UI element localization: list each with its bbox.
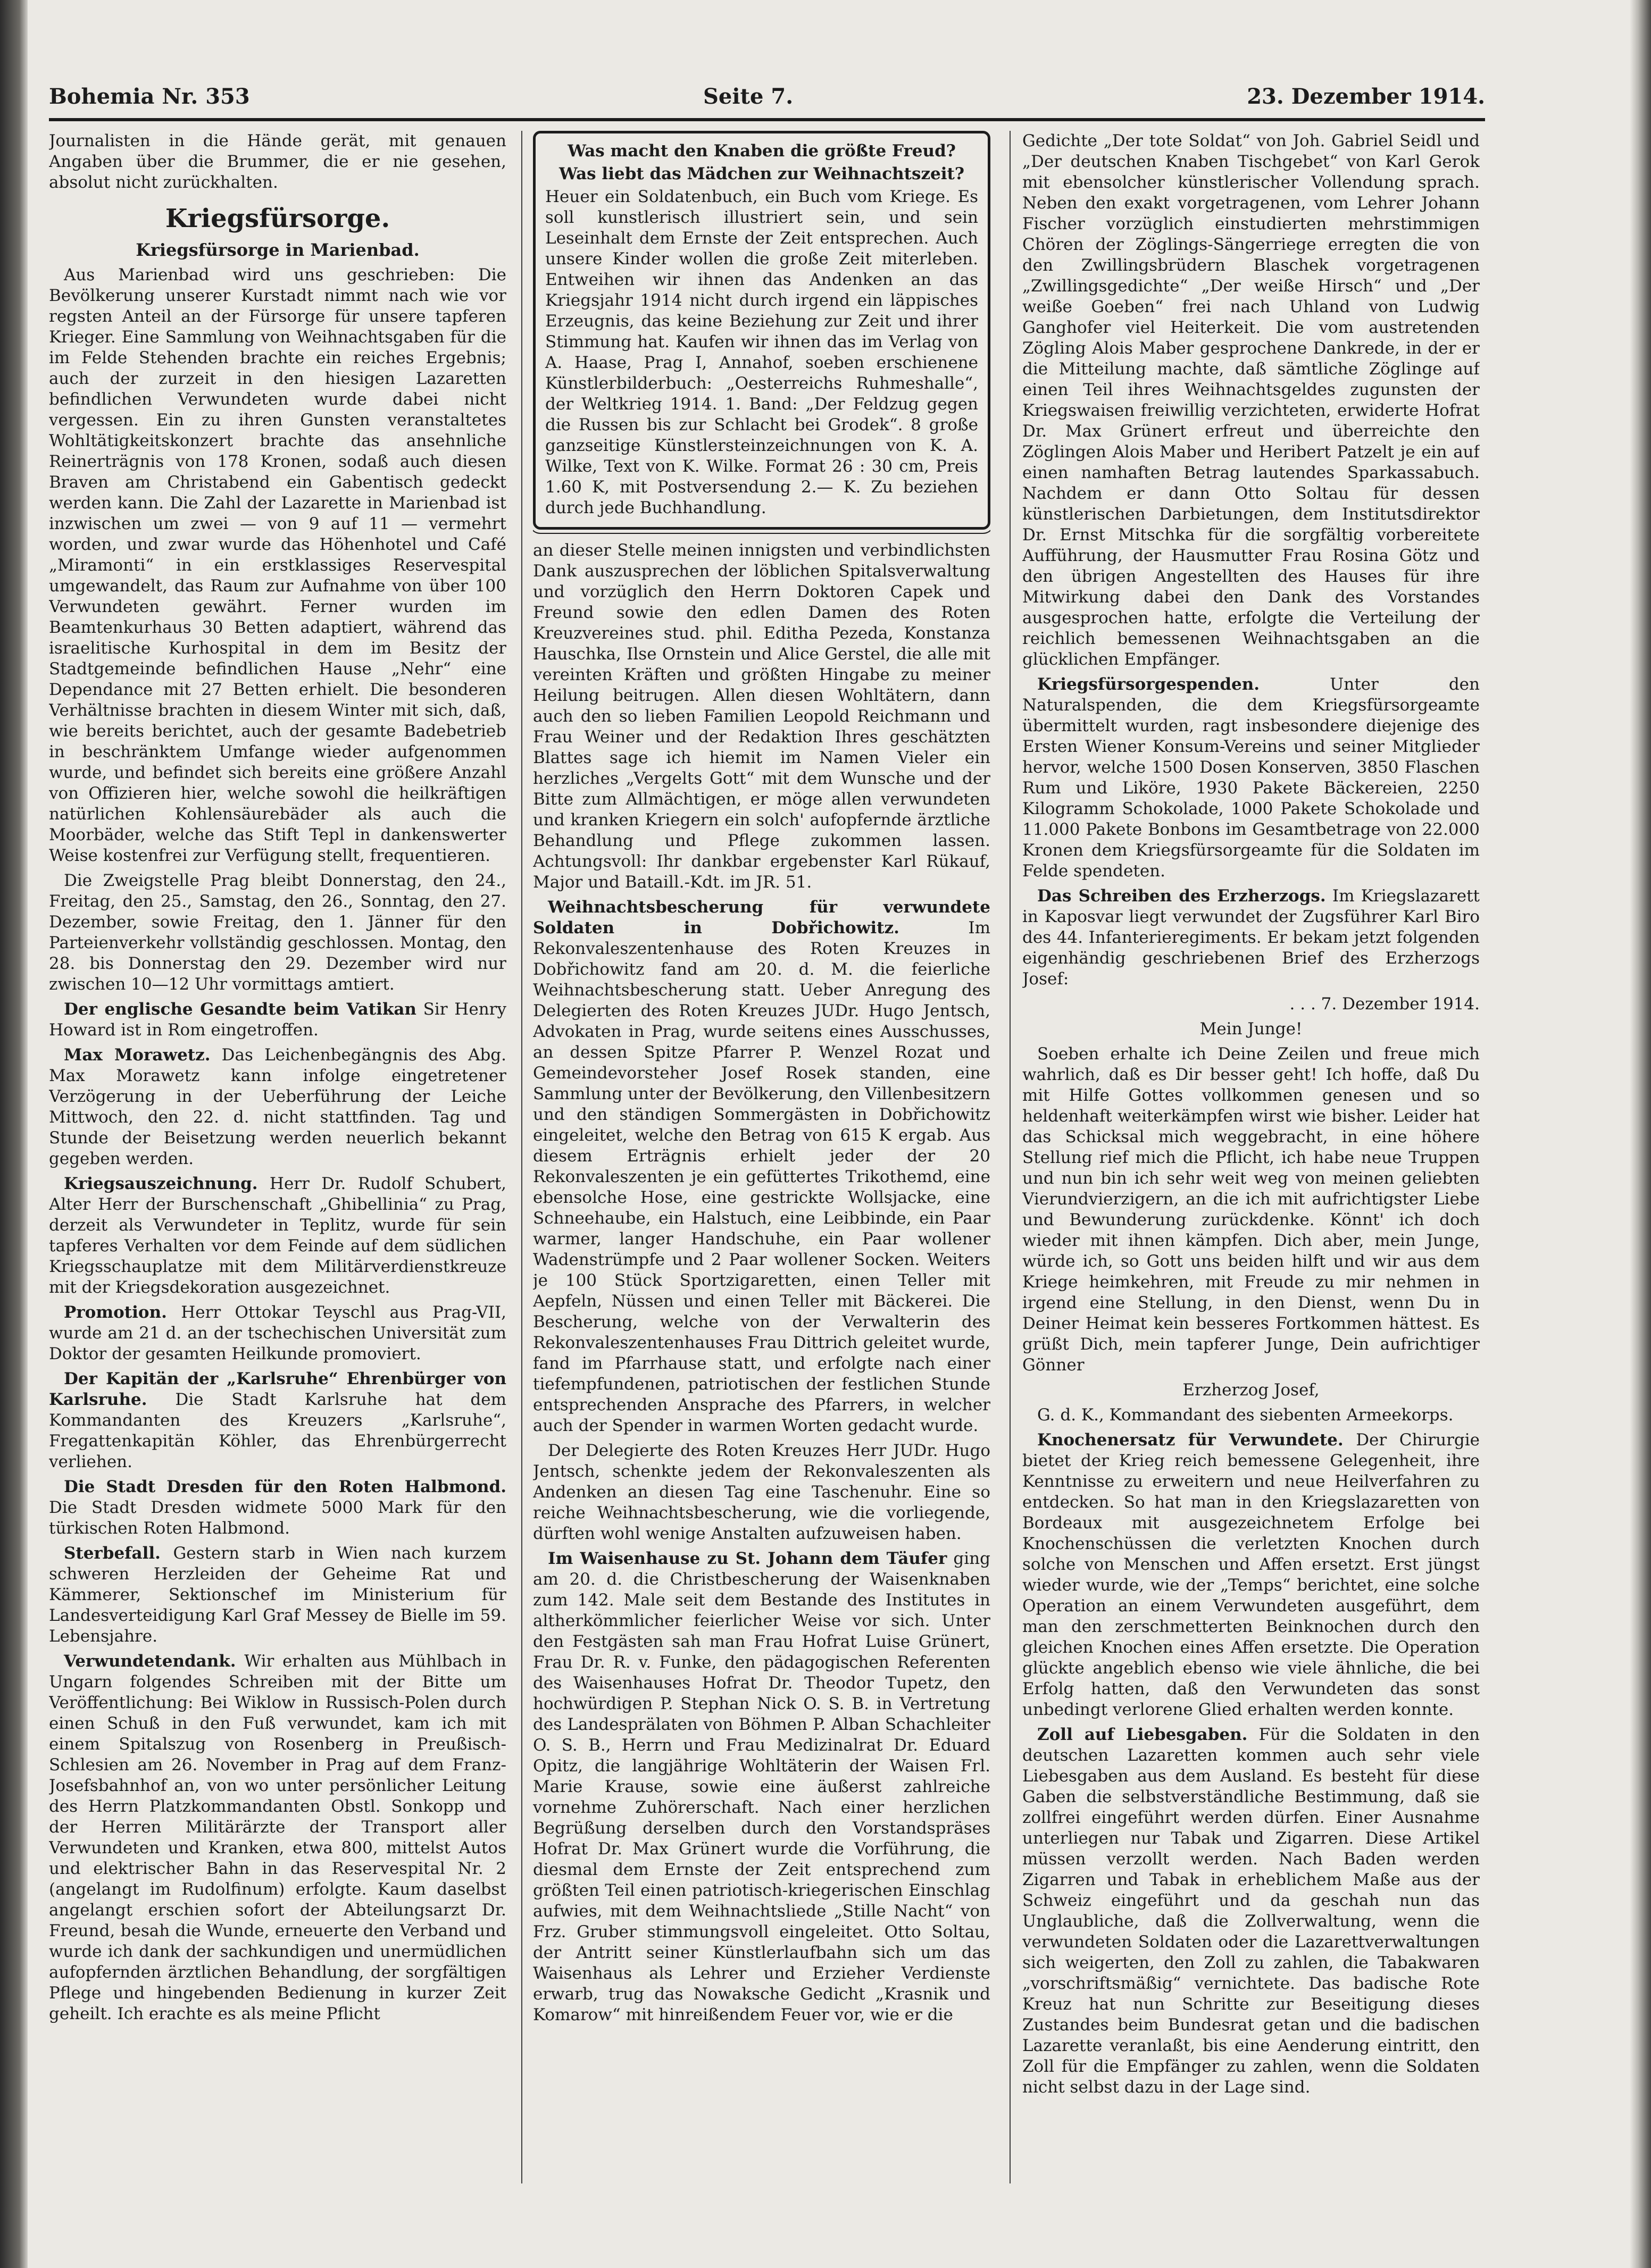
article-body: Im Kriegslazarett in Kaposvar liegt verwundet der Zugsführer Karl Biro des 44. Infanterieregiments. Er bekam jetzt folgenden eigenhändig geschriebenen Brief des Erzherzogs Josef: — [1022, 886, 1480, 989]
page-number: Seite 7. — [703, 84, 794, 109]
article-lead: Das Schreiben des Erzherzogs. — [1037, 886, 1326, 906]
column-rule-1 — [521, 131, 522, 2183]
article-lead: Zoll auf Liebesgaben. — [1037, 1725, 1248, 1744]
article-lead: Kriegsfürsorgespenden. — [1037, 675, 1260, 694]
letter-signature: Erzherzog Josef, — [1182, 1380, 1320, 1400]
scan-edge-left — [0, 0, 28, 2268]
letter-date: . . . 7. Dezember 1914. — [1289, 994, 1480, 1014]
article-lead: Die Stadt Dresden für den Roten Halbmond. — [64, 1477, 506, 1496]
article-thanks-continued: an dieser Stelle meinen innigsten und verbindlichsten Dank auszusprechen der löblichen Spitalsverwaltung und vorzüglich den Herrn Doktoren Capek und Freund sowie den edlen Damen des Roten Kreuzvereines stud. phil. Editha Pezeda, Konstanza Hauschka, Ilse Ornstein und Alice Gerstel, die alle mit vereinten Kräften und größten Hingabe zu meiner Heilung beitrugen. Allen diesen Wohltätern, dann auch den so lieben Familien Leopold Reichmann und Frau Weiner und der Redaktion Ihres geschätzten Blattes sage ich hiemit im Namen Vieler ein herzliches „Vergelts Gott“ mit dem Wunsche und der Bitte zum Allmächtigen, er möge allen verwundeten und kranken Kriegern ein solch' aufopfernde ärztliche Behandlung und Pflege zukommen lassen. Achtungsvoll: Ihr dankbar ergebenster Karl Rükauf, Major und Bataill.-Kdt. im JR. 51. — [533, 541, 990, 892]
article-body: Wir erhalten aus Mühlbach in Ungarn folgendes Schreiben mit der Bitte um Veröffentlichung: Bei Wiklow in Russisch-Polen durch einen Schuß in den Fuß verwundet, kam ich mit einem Spitalszug von Rosenberg in Preußisch-Schlesien am 26. November in Prag auf dem Franz-Josefsbahnhof an, von wo unter persönlicher Leitung des Herrn Platzkommandanten Obstl. Sonkopp und der Herren Militärärzte der Transport aller Verwundeten und Kranken, etwa 800, mittelst Autos und elektrischer Bahn in das Reservespital Nr. 2 (angelangt im Rudolfinum) erfolgte. Kaum daselbst angelangt erschien sofort der Abteilungsarzt Dr. Freund, besah die Wunde, erneuerte den Verband und wurde ich dank der sachkundigen und unermüdlichen aufopfernden ärztlichen Behandlung, der sorgfältigen Pflege und hingebenden Bedienung in kurzer Zeit geheilt. Ich erachte es als meine Pflicht — [49, 1652, 506, 2023]
article-ambassador — [49, 999, 506, 1041]
article-body: Gestern starb in Wien nach kurzem schweren Herzleiden der Geheime Rat und Kämmerer, Sektionschef im Ministerium für Landesverteidigung Karl Graf Messey de Bielle im 59. Lebensjahre. — [49, 1544, 506, 1646]
article-lead: Max Morawetz. — [64, 1045, 211, 1065]
article-body: Die Stadt Dresden widmete 5000 Mark für den türkischen Roten Halbmond. — [49, 1498, 506, 1538]
article-body: Die Stadt Karlsruhe hat dem Kommandanten des Kreuzers „Karlsruhe“, Fregattenkapitän Köhler, das Ehrenbürgerrecht verliehen. — [49, 1390, 506, 1471]
scan-edge-right — [1630, 0, 1651, 2268]
page-header — [49, 80, 1485, 121]
article-body: Herr Dr. Rudolf Schubert, Alter Herr der Burschenschaft „Ghibellinia“ zu Prag, derzeit als Verwundeter in Teplitz, wurde für sein tapferes Verhalten vor dem Feinde auf dem südlichen Kriegsschauplatze mit dem Militärverdienstkreuze mit der Kriegsdekoration ausgezeichnet. — [49, 1174, 506, 1297]
notice-office-hours: Die Zweigstelle Prag bleibt Donnerstag, den 24., Freitag, den 25., Samstag, den 26., Sonntag, den 27. Dezember, sowie Freitag, den 1. Jänner für den Parteienverkehr vollständig geschlossen. Montag, den 28. bis Donnerstag den 29. Dezember wird nur zwischen 10—12 Uhr vormittags amtiert. — [49, 871, 506, 994]
article-body: Im Rekonvaleszentenhause des Roten Kreuzes in Dobřichowitz fand am 20. d. M. die feierliche Weihnachtsbescherung statt. Ueber Anregung des Delegierten des Roten Kreuzes JUDr. Hugo Jentsch, Advokaten in Prag, wurde seitens eines Ausschusses, an dessen Spitze Pfarrer P. Wenzel Rozat und Gemeindevorsteher Josef Rosek standen, eine Sammlung unter der Bevölkerung, den Villenbesitzern und den ständigen Sommergästen in Dobřichowitz eingeleitet, welche den Betrag von 615 K ergab. Aus diesem Erträgnis erhielt jeder der 20 Rekonvaleszenten je ein gefüttertes Trikothemd, eine ebensolche Hose, eine gestrickte Wollsjacke, eine Schneehaube, ein Halstuch, eine Leibbinde, ein Paar warmer, langer Handschuhe, ein Paar wollener Wadenstrümpfe und 2 Paar wollener Socken. Weiters je 100 Stück Sportzigaretten, einen Teller mit Aepfeln, Nüssen und einen Teller mit Bäckerei. Die Bescherung, welche von der Verwalterin des Rekonvaleszentenhauses Frau Dittrich geleitet wurde, fand im Pfarrhause statt, und erfolgte nach einer tiefempfundenen, patriotischen der festlichen Stunde entsprechenden Ansprache des Pfarrers, in welcher auch der Spender in warmen Worten gedacht wurde. — [533, 918, 990, 1435]
column-1 — [49, 131, 506, 2183]
letter-salutation: Mein Junge! — [1199, 1019, 1303, 1039]
article-archduke-letter — [1022, 886, 1480, 990]
letter-body: Soeben erhalte ich Deine Zeilen und freue mich wahrlich, daß es Dir besser geht! Ich hoffe, daß Du mit Hilfe Gottes vollkommen genesen und so heldenhaft weiterkämpfen wirst wie bisher. Leider hat das Schicksal mich weggebracht, in eine höhere Stellung rief mich die Pflicht, ich habe neue Truppen und nun bin ich sehr weit weg von meinen geliebten Vierundvierzigern, an die ich mit aufrichtigster Liebe und Bewunderung zurückdenke. Könnt' ich doch wieder mit ihnen kämpfen. Dich aber, mein Junge, würde ich, so Gott uns beiden hilft und wir aus dem Kriege heimkehren, mit Freude zu mir nehmen in irgend eine Stellung, in den Dienst, wenn Du in Deiner Heimat kein besseres Fortkommen hättest. Es grüßt Dich, mein tapferer Junge, Dein aufrichtiger Gönner — [1022, 1044, 1480, 1375]
article-body: Der Chirurgie bietet der Krieg reich bemessene Gelegenheit, ihre Kenntnisse zu erweitern und neue Heilverfahren zu entdecken. So hat man in den Kriegslazaretten von Bordeaux mit ausgezeichnetem Erfolge bei Knochenschüssen die verletzten Knochen durch solche von Menschen und Affen ersetzt. Erst jüngst wieder wurde, wie der „Temps“ berichtet, eine solche Operation an einem Verwundeten ausgeführt, dem man den zerschmetterten Beinknochen durch den gleichen Knochen eines Affen ersetzte. Die Operation glückte angeblich ebenso wie viele ähnliche, die bei Erfolg hatten, daß den Verwundeten das sonst unbedingt verlorene Glied erhalten werden konnte. — [1022, 1430, 1480, 1719]
ad-body: Heuer ein Soldatenbuch, ein Buch vom Kriege. Es soll kunstlerisch illustriert sein, und sein Leseinhalt dem Ernste der Zeit entsprechen. Auch unsere Kinder wollen die große Zeit miterleben. Entweihen wir ihnen das Andenken an das Kriegsjahr 1914 nicht durch irgend ein läppisches Erzeugnis, das keine Beziehung zur Zeit und ihrer Stimmung hat. Kaufen wir ihnen das im Verlag von A. Haase, Prag I, Annahof, soeben erschienene Künstlerbilderbuch: „Oesterreichs Ruhmeshalle“, der Weltkrieg 1914. 1. Band: „Der Feldzug gegen die Russen bis zur Schlacht bei Grodek“. 8 große ganzseitige Künstlersteinzeichnungen von K. A. Wilke, Text von K. Wilke. Format 26 : 30 cm, Preis 1.60 K, mit Postversendung 2.— K. Zu beziehen durch jede Buchhandlung. — [545, 187, 978, 517]
article-thanks — [49, 1651, 506, 2024]
article-lead: Kriegsauszeichnung. — [64, 1174, 258, 1193]
book-advertisement — [533, 131, 990, 530]
column-3 — [1022, 131, 1480, 2183]
article-lead: Verwundetendank. — [64, 1652, 236, 1671]
article-dobrichowitz — [533, 897, 990, 1436]
column-rule-2 — [1010, 131, 1011, 2183]
article-title-marienbad: Kriegsfürsorge in Marienbad. — [136, 240, 420, 260]
article-lead: Promotion. — [64, 1303, 167, 1322]
article-lead: Im Waisenhause zu St. Johann dem Täufer — [548, 1549, 947, 1568]
article-obituary — [49, 1543, 506, 1647]
article-promotion — [49, 1302, 506, 1365]
article-lead: Weihnachtsbescherung für verwundete Soldaten in Dobřichowitz. — [533, 898, 990, 938]
letter-signature-title: G. d. K., Kommandant des siebenten Armeekorps. — [1037, 1405, 1454, 1425]
article-body: Das Leichenbegängnis des Abg. Max Morawetz kann infolge eingetretener Verzögerung in der Ueberführung der Leiche Mittwoch, den 22. d. nicht stattfinden. Tag und Stunde der Beisetzung werden neuerlich bekannt gegeben werden. — [49, 1045, 506, 1168]
article-lead: Der Kapitän der „Karlsruhe“ Ehrenbürger von Karlsruhe. — [49, 1369, 506, 1409]
article-bone-replacement — [1022, 1430, 1480, 1720]
article-lead: Knochenersatz für Verwundete. — [1037, 1430, 1344, 1450]
article-continuation: Journalisten in die Hände gerät, mit genauen Angaben über die Brummer, die er nie gesehen, absolut nicht zurückhalten. — [49, 131, 506, 192]
article-body: Unter den Naturalspenden, die dem Kriegsfürsorgeamte übermittelt wurden, ragt insbesondere diejenige des Ersten Wiener Konsum-Vereins und seiner Mitglieder hervor, welche 1500 Dosen Konserven, 3850 Flaschen Rum und Liköre, 1930 Pakete Bäckereien, 2250 Kilogramm Schokolade, 1000 Pakete Schokolade und 11.000 Pakete Bonbons im Gesamtbetrage von 22.000 Kronen dem Kriegsfürsorgeamte für die Soldaten im Felde spendeten. — [1022, 675, 1480, 881]
article-body: Herr Ottokar Teyschl aus Prag-VII, wurde am 21 d. an der tschechischen Universität zum Doktor der gesamten Heilkunde promoviert. — [49, 1303, 506, 1363]
article-body: ging am 20. d. die Christbescherung der Waisenknaben zum 142. Male seit dem Bestande des Institutes in altherkömmlicher feierlicher Weise vor sich. Unter den Festgästen sah man Frau Hofrat Luise Grünert, Frau Dr. R. v. Funke, den pädagogischen Referenten des Waisenhauses Hofrat Dr. Theodor Tupetz, den hochwürdigen P. Stephan Nick O. S. B. in Vertretung des Landesprälaten von Böhmen P. Alban Schachleiter O. S. B., Herrn und Frau Medizinalrat Dr. Eduard Opitz, die langjährige Wohltäterin der Waisen Frl. Marie Krause, sowie eine äußerst zahlreiche vornehme Zuhörerschaft. Nach einer herzlichen Begrüßung derselben durch den Vorstandspräses Hofrat Dr. Max Grünert wurde die Vorführung, die diesmal dem Ernste der Zeit entsprechend zum größten Teil einen patriotisch-kriegerischen Einschlag aufwies, mit dem Weihnachtsliede „Stille Nacht“ von Frz. Gruber stimmungsvoll eingeleitet. Otto Soltau, der Antritt seiner Künstlerlaufbahn sich um das Waisenhaus als Lehrer und Erzieher Verdienste erwarb, trug das Nowaksche Gedicht „Krasnik und Komarow“ mit hinreißendem Feuer vor, wie er die — [533, 1549, 990, 2024]
article-jentsch-gift: Der Delegierte des Roten Kreuzes Herr JUDr. Hugo Jentsch, schenkte jedem der Rekonvaleszenten als Andenken an diesen Tag eine Taschenuhr. Eine so reiche Weihnachtsbescherung, wie die vorliegende, dürften wohl wenige Anstalten aufzuweisen haben. — [533, 1441, 990, 1543]
article-morawetz — [49, 1045, 506, 1169]
article-orphanage-continued: Gedichte „Der tote Soldat“ von Joh. Gabriel Seidl und „Der deutschen Knaben Tischgebet“ von Karl Gerok mit ebensolcher künstlerischer Vollendung sprach. Neben den exakt vorgetragenen, vom Lehrer Johann Fischer vorzüglich einstudierten mehrstimmigen Chören der Zöglings-Sängerriege erregten die von den Zwillingsbrüdern Blaschek vorgetragenen „Zwillingsgedichte“ „Der weiße Hirsch“ und „Der weiße Goeben“ frei nach Uhland von Ludwig Ganghofer viel Heiterkeit. Die vom austretenden Zögling Alois Maber gesprochene Dankrede, in der er die Mitteilung machte, daß sämtliche Zöglinge auf einen Teil ihres Weihnachtsgeldes zugunsten der Kriegswaisen freiwillig verzichteten, erwiderte Hofrat Dr. Max Grünert erfreut und überreichte den Zöglingen Alois Maber und Heribert Patzelt je ein auf einen namhaften Betrag lautendes Sparkassabuch. Nachdem er dann Otto Soltau für dessen künstlerischen Darbietungen, dem Institutsdirektor Dr. Ernst Mitschka für die sorgfältig vorbereitete Aufführung, der Hausmutter Frau Rosina Götz und den übrigen Angestellten des Hauses für ihre Mitwirkung dabei den Dank des Vorstandes ausgesprochen hatte, erfolgte die Verteilung der reichlich bemessenen Weihnachtsgaben an die glücklichen Empfänger. — [1022, 131, 1480, 669]
article-dresden — [49, 1477, 506, 1539]
article-lead: Sterbefall. — [64, 1544, 161, 1563]
newspaper-name: Bohemia Nr. 353 — [49, 84, 250, 109]
section-headline: Kriegsfürsorge. — [165, 204, 390, 233]
article-body: Sir Henry Howard ist in Rom eingetroffen. — [49, 1000, 506, 1040]
article-customs — [1022, 1725, 1480, 2098]
issue-date: 23. Dezember 1914. — [1247, 84, 1485, 109]
column-2 — [533, 131, 990, 2183]
article-body: Für die Soldaten in den deutschen Lazaretten kommen auch sehr viele Liebesgaben aus dem Ausland. Es besteht für diese Gaben die selbstverständliche Bestimmung, daß sie zollfrei eingeführt werden dürfen. Einer Ausnahme unterliegen nur Tabak und Zigarren. Diese Artikel müssen verzollt werden. Nach Baden werden Zigarren und Tabak in erheblichem Maße aus der Schweiz eingeführt und da geschah nun das Unglaubliche, daß die Zollverwaltung, wenn die verwundeten Soldaten oder die Lazarettverwaltungen sich weigerten, den Zoll zu zahlen, die Tabakwaren „vorschriftsmäßig“ vernichtete. Das badische Rote Kreuz hat nun Schritte zur Beseitigung dieses Zustandes beim Bundesrat getan und die badischen Lazarette veranlaßt, bis eine Aenderung eintritt, den Zoll für die Empfänger zu zahlen, wenn die Soldaten nicht selbst dazu in der Lage sind. — [1022, 1725, 1480, 2097]
article-decoration — [49, 1174, 506, 1298]
article-donations — [1022, 674, 1480, 882]
article-lead: Der englische Gesandte beim Vatikan — [64, 1000, 416, 1019]
newspaper-page — [49, 80, 1485, 2212]
article-karlsruhe — [49, 1369, 506, 1472]
article-marienbad: Aus Marienbad wird uns geschrieben: Die Bevölkerung unserer Kurstadt nimmt nach wie vor regsten Anteil an der Fürsorge für unsere tapferen Krieger. Eine Sammlung von Weihnachtsgaben für die im Felde Stehenden brachte ein reiches Ergebnis; auch der zurzeit in den hiesigen Lazaretten befindlichen Verwundeten wurde dabei nicht vergessen. Ein zu ihren Gunsten veranstaltetes Wohltätigkeitskonzert brachte das ansehnliche Reinerträgnis von 178 Kronen, sodaß auch diesen Braven am Christabend ein Gabentisch gedeckt werden kann. Die Zahl der Lazarette in Marienbad ist inzwischen um zwei — von 9 auf 11 — vermehrt worden, und zwar wurde das Höhenhotel und Café „Miramonti“ in ein erstklassiges Reservespital umgewandelt, das Raum zur Aufnahme von über 100 Verwundeten gewährt. Ferner wurden im Beamtenkurhaus 30 Betten adaptiert, während das israelitische Kurhospital in dem im Besitz der Stadtgemeinde befindlichen Hause „Nehr“ eine Dependance mit 27 Betten erhielt. Die besonderen Verhältnisse brachten in diesem Winter mit sich, daß, wie bereits berichtet, auch der gesamte Badebetrieb in beschränktem Umfange wieder aufgenommen wurde, und befindet sich bereits eine größere Anzahl von Offizieren hier, welche sowohl die heilkräftigen natürlichen Kohlensäurebäder als auch die Moorbäder, welche das Stift Tepl in dankenswerter Weise kostenfrei zur Verfügung stellt, frequentieren. — [49, 265, 506, 865]
ad-question-1: Was macht den Knaben die größte Freud? — [568, 141, 956, 161]
ad-question-2: Was liebt das Mädchen zur Weihnachtszeit? — [558, 164, 965, 183]
article-orphanage — [533, 1549, 990, 2026]
